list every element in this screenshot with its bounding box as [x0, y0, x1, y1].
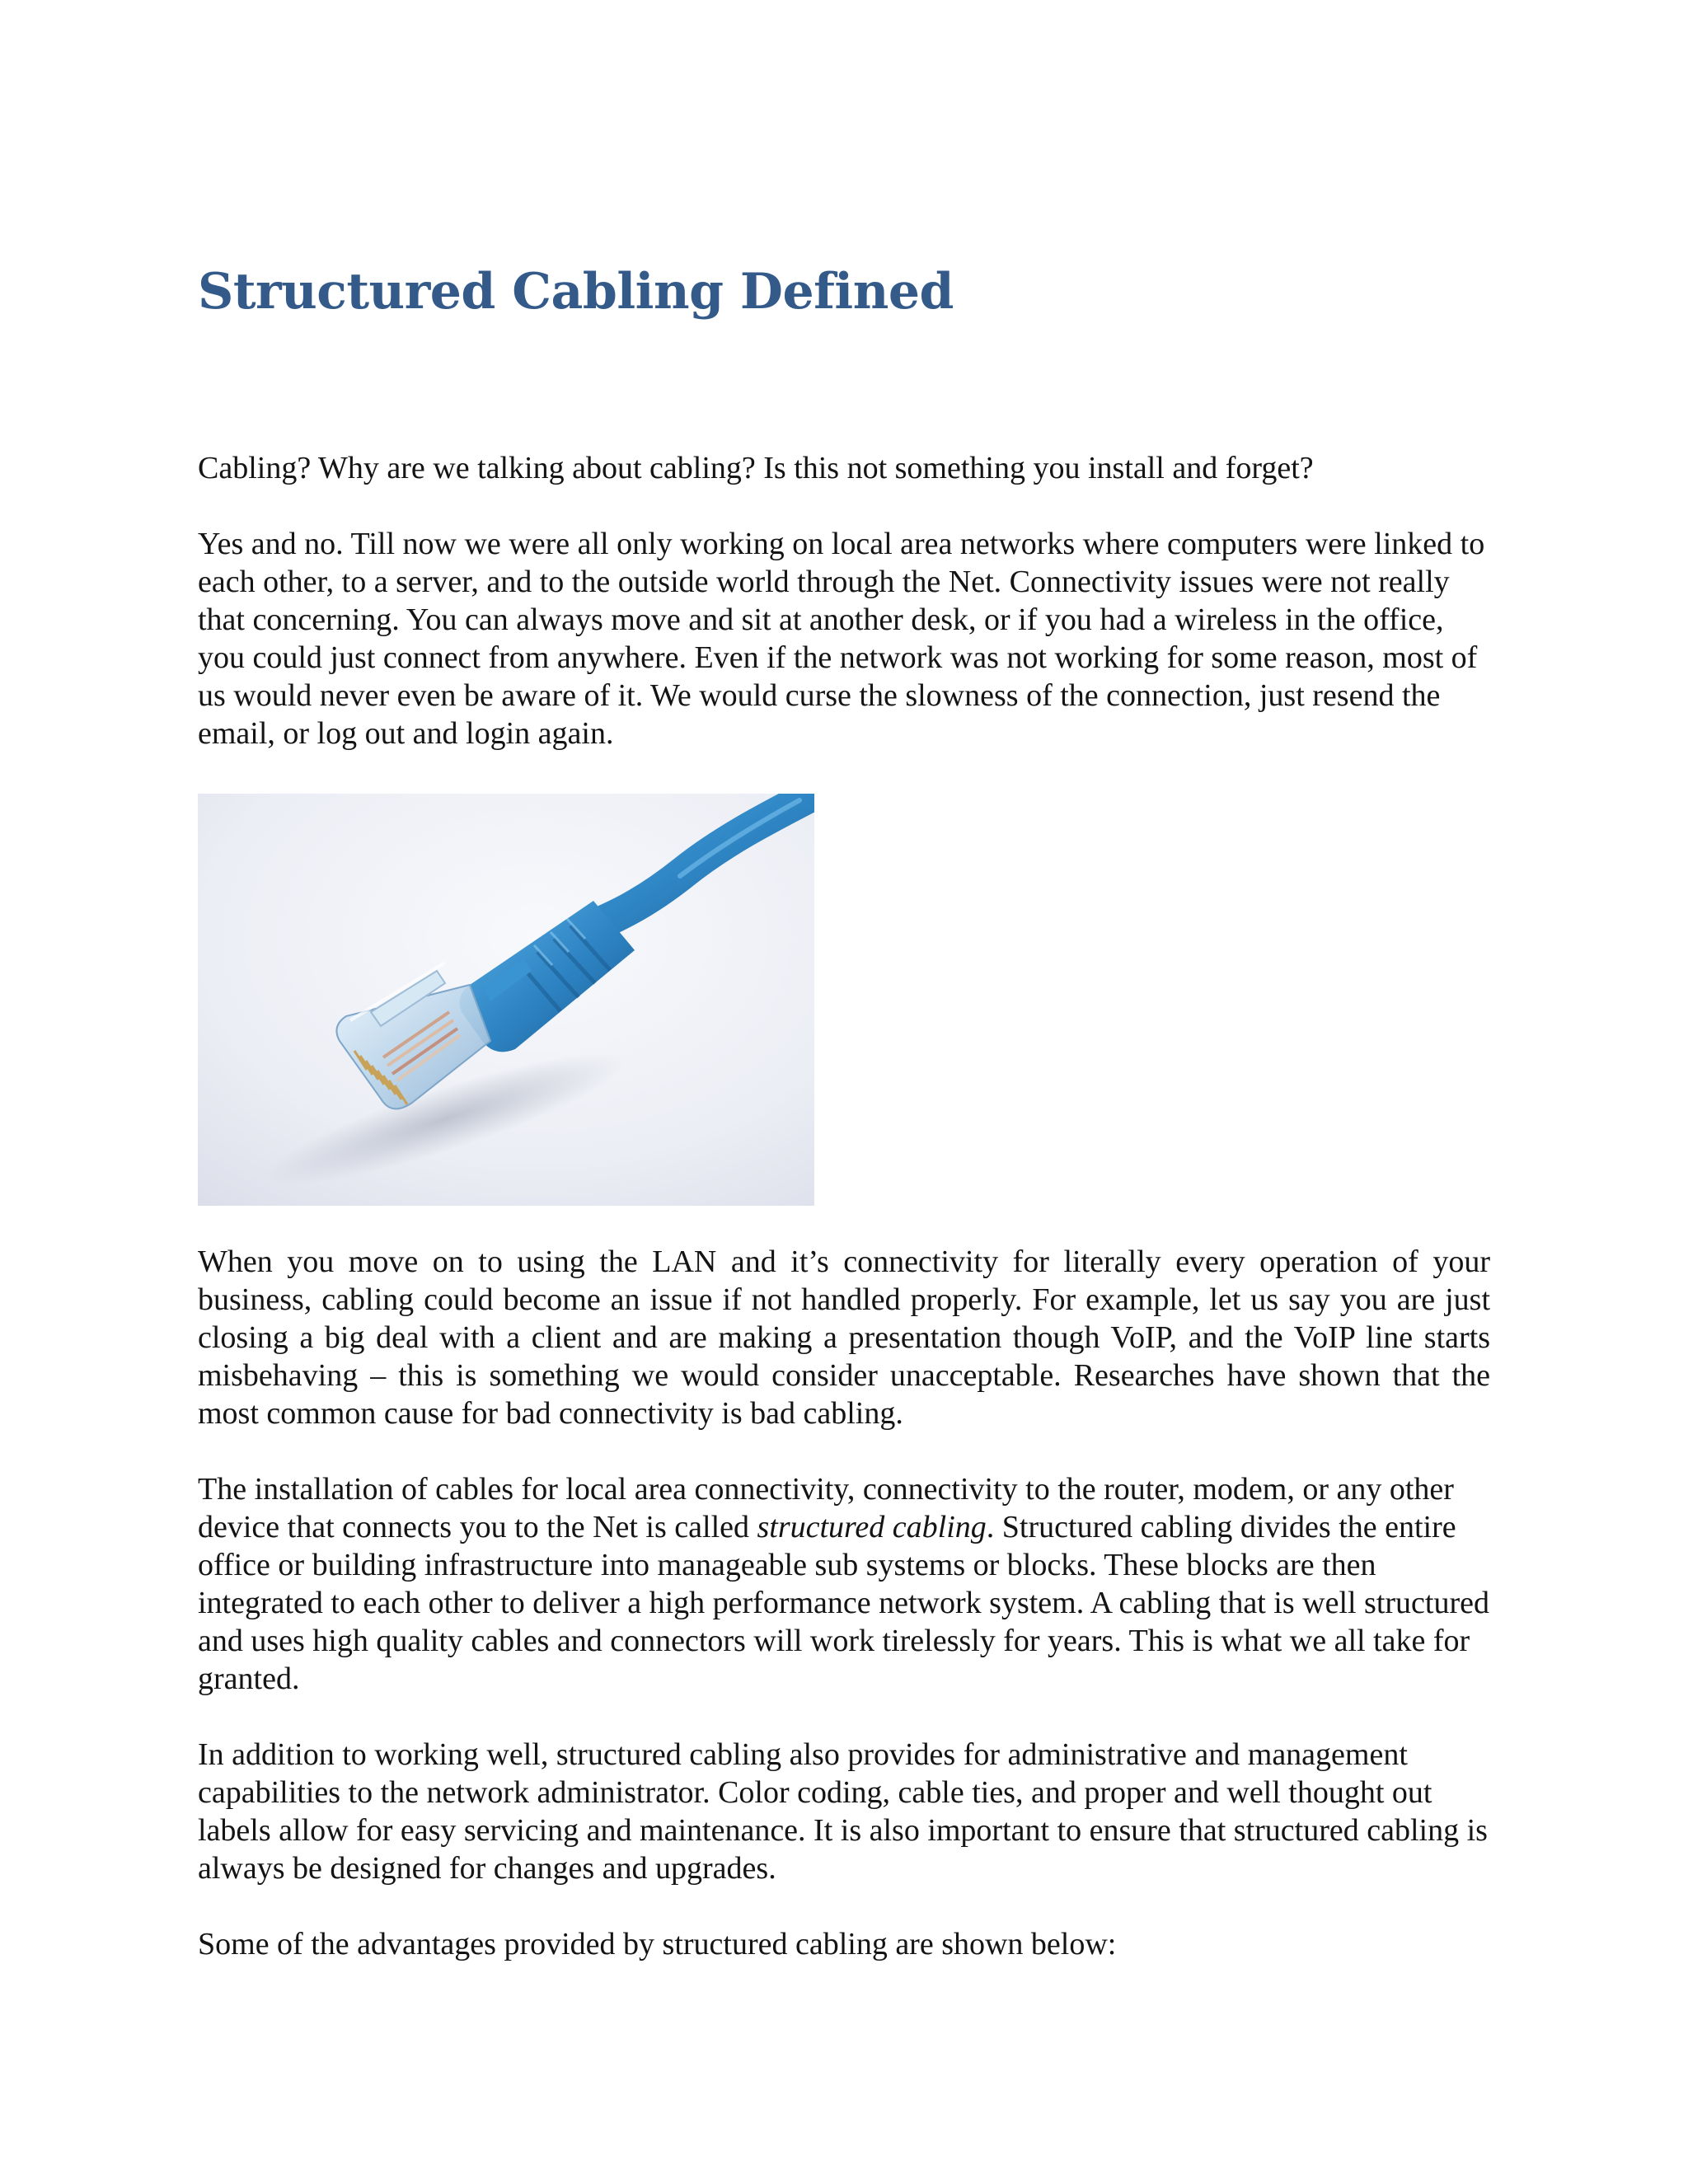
paragraph-installation-part2: . Structured cabling divides the entire office or building infrastructure into manageable sub systems or blocks. These blocks are then integrated to each other to deliver a high performance network system. A cabling that is well structured and uses high quality cables and connectors will work tirelessly for years. This is what we all take for granted.	[198, 1510, 1489, 1696]
paragraph-advantages-intro: Some of the advantages provided by structured cabling are shown below:	[198, 1927, 1117, 1961]
paragraph-installation-part1: The installation of cables for local area connectivity, connectivity to the router, modem, or any other device that connects you to the Net is called	[198, 1472, 1454, 1544]
structured-cabling-term: structured cabling	[757, 1510, 987, 1544]
ethernet-cable-photo	[198, 794, 814, 1206]
page-title: Structured Cabling Defined	[198, 263, 954, 321]
paragraph-intro-question: Cabling? Why are we talking about cabling? Is this not something you install and forget?	[198, 451, 1314, 485]
paragraph-lan-connectivity: When you move on to using the LAN and it’s connectivity for literally every operation of your business, cabling could become an issue if not handled properly. For example, let us say you are just closing a big deal with a client and are making a presentation though VoIP, and the VoIP line starts misbehaving – this is something we would consider unacceptable. Researches have shown that the most common cause for bad connectivity is bad cabling.	[198, 1244, 1490, 1431]
paragraph-yes-and-no: Yes and no. Till now we were all only working on local area networks where computers were linked to each other, to a server, and to the outside world through the Net. Connectivity issues were not really that concerning. You can always move and sit at another desk, or if you had a wireless in the office, you could just connect from anywhere. Even if the network was not working for some reason, most of us would never even be aware of it. We would curse the slowness of the connection, just resend the email, or log out and login again.	[198, 527, 1485, 751]
paragraph-installation	[198, 1470, 1490, 1698]
ethernet-cable-icon	[198, 794, 814, 1206]
paragraph-administration: In addition to working well, structured cabling also provides for administrative and management capabilities to the network administrator. Color coding, cable ties, and proper and well thought out labels allow for easy servicing and maintenance. It is also important to ensure that structured cabling is always be designed for changes and upgrades.	[198, 1737, 1488, 1886]
